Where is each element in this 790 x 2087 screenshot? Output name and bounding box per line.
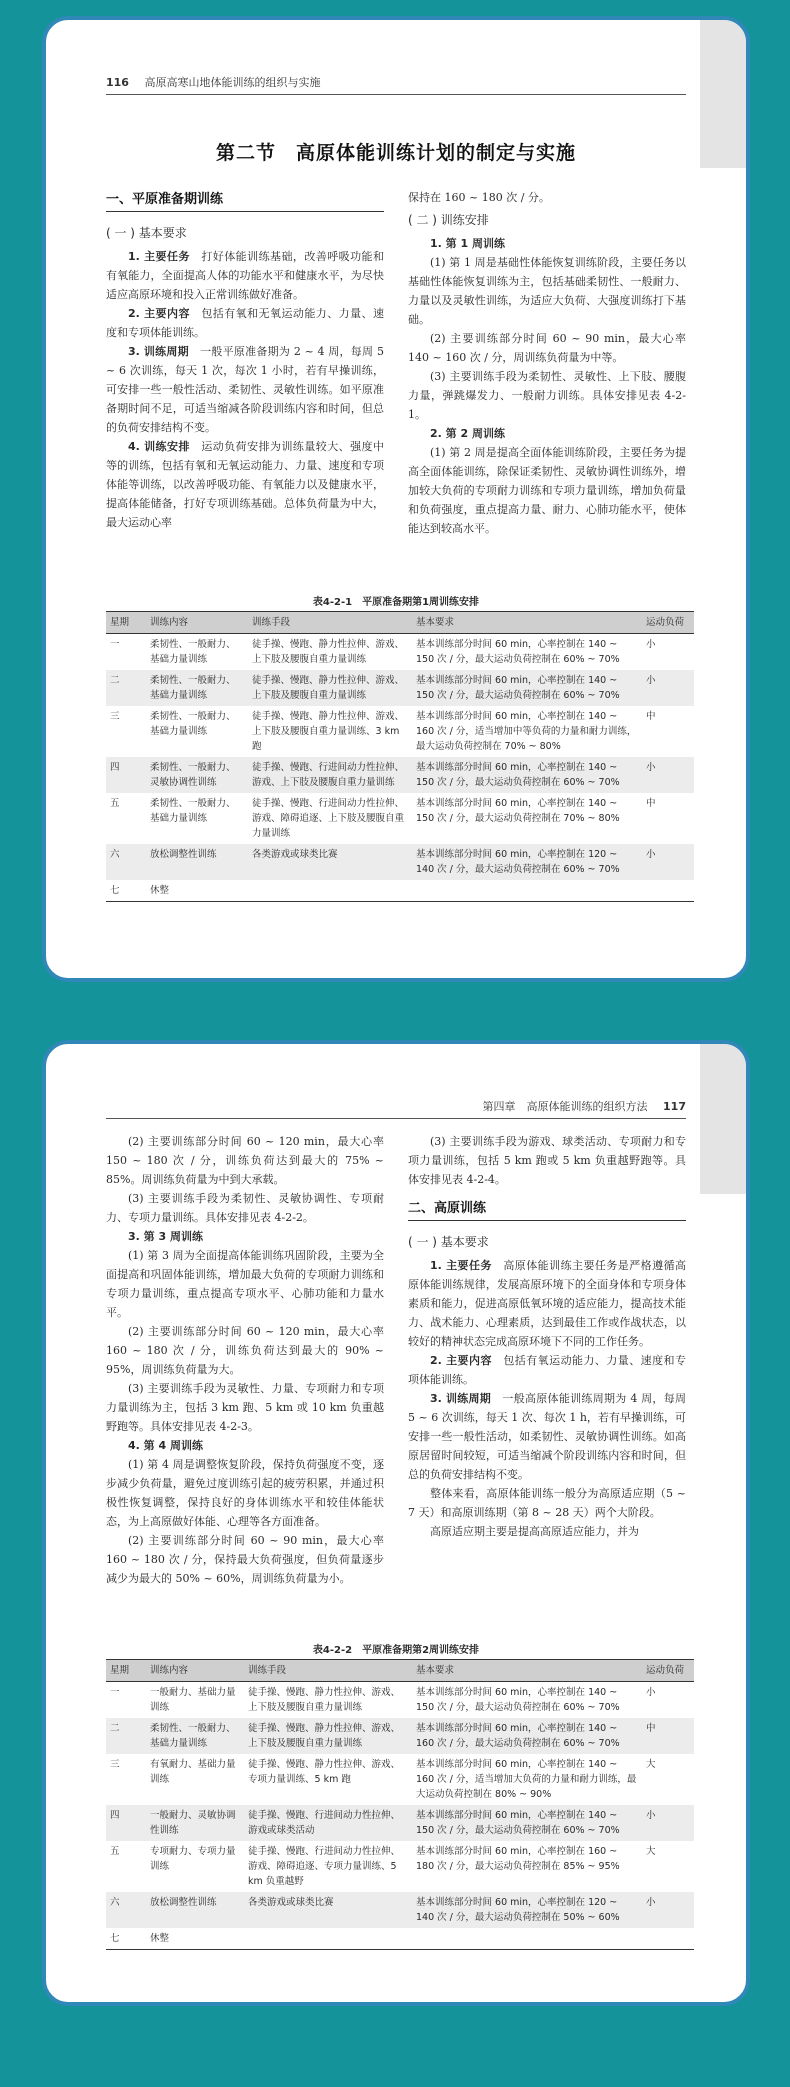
table-cell: 小 [642, 670, 694, 706]
paragraph: (3) 主要训练手段为灵敏性、力量、专项耐力和专项力量训练为主，包括 3 km 跑、5 km 或 10 km 负重越野跑等。具体安排见表 4-2-3。 [106, 1382, 384, 1433]
table-cell: 小 [646, 639, 656, 650]
table-row [106, 1754, 694, 1805]
page-number: 117 [663, 1100, 686, 1113]
table-header-row [106, 1660, 694, 1682]
paragraph: (1) 第 3 周为全面提高体能训练巩固阶段，主要为全面提高和巩固体能训练，增加最大负荷的专项耐力训练和专项力量训练，重点提高专项水平、心肺功能和力量水平。 [106, 1249, 384, 1319]
column-header: 星期 [106, 612, 146, 634]
table-cell [412, 880, 642, 902]
left-column [106, 188, 384, 538]
running-title: 高原高寒山地体能训练的组织与实施 [144, 76, 321, 89]
table-cell [412, 1928, 642, 1950]
table-cell: 徒手操、慢跑、静力性拉伸、游戏、上下肢及腰腹自重力量训练、3 km 跑 [252, 711, 405, 752]
paragraph: (2) 主要训练部分时间 60 ~ 90 min，最大心率 160 ~ 180 次 / 分，保持最大负荷强度，但负荷量逐步减少为最大的 50% ~ 60%，周训练负荷量为小。 [106, 1534, 384, 1585]
paragraph: 1. 主要任务 高原体能训练主要任务是严格遵循高原体能训练规律，发展高原环境下的全面身体和专项身体素质和能力，促进高原低氧环境的适应能力，提高技术能力、战术能力、心理素质，达到最佳工作或作战状态，以较好的精神状态完成高原环境下不同的工作任务。 [408, 1259, 687, 1348]
table-cell: 大 [646, 1846, 656, 1857]
table-cell: 六 [106, 1892, 146, 1928]
table-cell: 基本训练部分时间 60 min，心率控制在 140 ~ 150 次 / 分，最大运动负荷控制在 60% ~ 70% [412, 670, 642, 706]
table-cell: 基本训练部分时间 60 min，心率控制在 140 ~ 150 次 / 分，最大运动负荷控制在 60% ~ 70% [412, 757, 642, 793]
table-row [106, 670, 694, 706]
table-cell: 基本训练部分时间 60 min，心率控制在 120 ~ 140 次 / 分，最大运动负荷控制在 50% ~ 60% [412, 1892, 642, 1928]
table-cell: 七 [106, 880, 146, 902]
paragraph: (1) 第 1 周是基础性体能恢复训练阶段，主要任务以基础性体能恢复训练为主，包括基础柔韧性、一般耐力、力量以及灵敏性训练，为适应大负荷、大强度训练打下基础。 [408, 256, 686, 326]
paragraph: 2. 主要内容 包括有氧和无氧运动能力、力量、速度和专项体能训练。 [106, 307, 385, 339]
right-column [408, 188, 686, 538]
week-title: 2. 第 2 周训练 [430, 427, 505, 440]
table-row [106, 844, 694, 880]
page-side-tab [700, 1044, 746, 1194]
table-row [106, 1805, 694, 1841]
table-cell: 中 [642, 1718, 694, 1754]
table-row [106, 1841, 694, 1892]
table-cell: 徒手操、慢跑、行进间动力性拉伸、游戏、障碍追逐、专项力量训练、5 km 负重越野 [248, 1846, 401, 1887]
left-column [106, 1132, 384, 1588]
table-cell: 徒手操、慢跑、静力性拉伸、游戏、专项力量训练、5 km 跑 [248, 1759, 401, 1785]
column-header: 星期 [106, 1660, 146, 1682]
table-cell: 一 [110, 1687, 120, 1698]
table-cell: 有氧耐力、基础力量训练 [150, 1759, 236, 1785]
table-caption: 表4-2-2 平原准备期第2周训练安排 [312, 1645, 480, 1656]
table-cell: 五 [110, 798, 120, 809]
table-cell: 七 [106, 1928, 146, 1950]
table-cell: 一 [110, 639, 120, 650]
table-row [106, 793, 694, 844]
subheading: ( 二 ) 训练安排 [408, 211, 489, 230]
table-cell: 柔韧性、一般耐力、基础力量训练 [146, 670, 248, 706]
table-cell: 基本训练部分时间 60 min，心率控制在 140 ~ 160 次 / 分，最大运动负荷控制在 60% ~ 70% [412, 1718, 642, 1754]
table-row [106, 1718, 694, 1754]
table-cell: 基本训练部分时间 60 min，心率控制在 160 ~ 180 次 / 分，最大运动负荷控制在 85% ~ 95% [416, 1846, 620, 1872]
table-cell: 二 [106, 670, 146, 706]
table-cell [642, 880, 694, 902]
schedule-table [106, 611, 694, 902]
table-cell: 二 [106, 1718, 146, 1754]
column-header: 基本要求 [412, 612, 642, 634]
table-cell: 小 [642, 844, 694, 880]
week-title: 3. 第 3 周训练 [128, 1230, 203, 1243]
table-cell: 徒手操、慢跑、行进间动力性拉伸、游戏、障碍追逐、上下肢及腰腹自重力量训练 [252, 798, 405, 839]
table-row [106, 1892, 694, 1928]
paragraph: 保持在 160 ~ 180 次 / 分。 [408, 191, 550, 204]
table-cell: 基本训练部分时间 60 min，心率控制在 140 ~ 150 次 / 分，最大运动负荷控制在 70% ~ 80% [416, 798, 620, 824]
table-row [106, 1682, 694, 1719]
column-header: 训练内容 [146, 1660, 244, 1682]
table-cell [642, 1928, 694, 1950]
paragraph: (3) 主要训练手段为游戏、球类活动、专项耐力和专项力量训练，包括 5 km 跑或 5 km 负重越野跑等。具体安排见表 4-2-4。 [408, 1135, 686, 1186]
table-cell: 徒手操、慢跑、行进间动力性拉伸、游戏、上下肢及腰腹自重力量训练 [248, 757, 412, 793]
page-number: 116 [106, 76, 129, 89]
section-title: 第二节 高原体能训练计划的制定与实施 [215, 142, 576, 164]
paragraph: (2) 主要训练部分时间 60 ~ 120 min，最大心率 150 ~ 180 次 / 分，训练负荷达到最大的 75% ~ 85%。周训练负荷量为中到大承载。 [106, 1135, 384, 1186]
table-cell: 基本训练部分时间 60 min，心率控制在 140 ~ 160 次 / 分，适当增加大负荷的力量和耐力训练，最大运动负荷控制在 80% ~ 90% [416, 1759, 637, 1800]
table-cell: 徒手操、慢跑、行进间动力性拉伸、游戏或球类活动 [244, 1805, 412, 1841]
table-cell: 柔韧性、一般耐力、基础力量训练 [146, 1718, 244, 1754]
paragraph: (1) 第 2 周是提高全面体能训练阶段，主要任务为提高全面体能训练，除保证柔韧性、灵敏协调性训练外，增加较大负荷的专项耐力训练和专项力量训练，增加负荷量和负荷强度，重点提高力量、耐力、心肺功能水平，使体能达到较高水平。 [408, 446, 686, 535]
text-columns [106, 1132, 686, 1588]
paragraph: 4. 训练安排 运动负荷安排为训练量较大、强度中等的训练，包括有氧和无氧运动能力、力量、速度和专项体能等训练，以改善呼吸功能、有氧能力以及健康水平，提高体能储备，打好专项训练基础。总体负荷量为中大，最大运动心率 [106, 440, 385, 529]
table-cell: 小 [646, 1687, 656, 1698]
table-cell: 中 [646, 798, 656, 809]
running-title: 第四章 高原体能训练的组织方法 [482, 1100, 648, 1113]
right-column [408, 1132, 686, 1588]
table-cell: 小 [642, 1805, 694, 1841]
paragraph: (3) 主要训练手段为柔韧性、灵敏性、上下肢、腰腹力量，弹跳爆发力、一般耐力训练。具体安排见表 4-2-1。 [408, 370, 686, 421]
table-cell: 小 [642, 1892, 694, 1928]
table-cell: 四 [106, 757, 146, 793]
subheading: ( 一 ) 基本要求 [106, 224, 187, 243]
table-row [106, 757, 694, 793]
heading: 二、高原训练 [408, 1199, 686, 1221]
table-caption: 表4-2-1 平原准备期第1周训练安排 [312, 597, 480, 608]
column-header: 运动负荷 [642, 612, 694, 634]
running-header [106, 1098, 686, 1119]
week-title: 1. 第 1 周训练 [430, 237, 505, 250]
table-header-row [106, 612, 694, 634]
table-cell: 六 [106, 844, 146, 880]
table-cell: 基本训练部分时间 60 min，心率控制在 140 ~ 150 次 / 分，最大运动负荷控制在 60% ~ 70% [416, 639, 620, 665]
text-columns [106, 188, 686, 538]
table-cell: 各类游戏或球类比赛 [244, 1892, 412, 1928]
table-row [106, 880, 694, 902]
table-cell: 徒手操、慢跑、静力性拉伸、游戏、上下肢及腰腹自重力量训练 [248, 670, 412, 706]
column-header: 训练手段 [244, 1660, 412, 1682]
table-cell: 休整 [146, 1928, 244, 1950]
paragraph: 2. 主要内容 包括有氧运动能力、力量、速度和专项体能训练。 [408, 1354, 687, 1386]
table-cell: 徒手操、慢跑、静力性拉伸、游戏、上下肢及腰腹自重力量训练 [248, 1687, 401, 1713]
table-cell: 一般耐力、灵敏协调性训练 [146, 1805, 244, 1841]
table-cell: 基本训练部分时间 60 min，心率控制在 140 ~ 160 次 / 分，适当增加中等负荷的力量和耐力训练，最大运动负荷控制在 70% ~ 80% [416, 711, 637, 752]
table-cell [244, 1928, 412, 1950]
week-title: 4. 第 4 周训练 [128, 1439, 203, 1452]
table-cell: 五 [110, 1846, 120, 1857]
paragraph: 高原适应期主要是提高高原适应能力，并为 [430, 1525, 639, 1538]
paragraph: 3. 训练周期 一般高原体能训练周期为 4 周，每周 5 ~ 6 次训练，每天 1 次、每次 1 h，若有早操训练，可安排一些一般性活动，如柔韧性、灵敏协调性训练。如高原居留时间较短，可适当缩减个阶段训练内容和时间，但总的负荷安排结构不变。 [408, 1392, 686, 1481]
table-cell [248, 880, 412, 902]
page-card-117 [42, 1040, 750, 2006]
table-cell: 柔韧性、一般耐力、灵敏协调性训练 [146, 757, 248, 793]
paragraph: (2) 主要训练部分时间 60 ~ 120 min，最大心率 160 ~ 180 次 / 分，训练负荷达到最大的 90% ~ 95%，周训练负荷量为大。 [106, 1325, 384, 1376]
table-cell: 四 [106, 1805, 146, 1841]
table-cell: 中 [646, 711, 656, 722]
paragraph: 整体来看，高原体能训练一般分为高原适应期（5 ~ 7 天）和高原训练期（第 8 ~ 28 天）两个大阶段。 [408, 1487, 686, 1519]
table-cell: 放松调整性训练 [146, 1892, 244, 1928]
table-row [106, 1928, 694, 1950]
table-cell: 放松调整性训练 [146, 844, 248, 880]
table-cell: 三 [110, 711, 120, 722]
paragraph: (2) 主要训练部分时间 60 ~ 90 min，最大心率 140 ~ 160 次 / 分，周训练负荷量为中等。 [408, 332, 686, 364]
table-cell: 专项耐力、专项力量训练 [150, 1846, 236, 1872]
table-cell: 徒手操、慢跑、静力性拉伸、游戏、上下肢及腰腹自重力量训练 [252, 639, 405, 665]
heading: 一、平原准备期训练 [106, 190, 384, 212]
table-cell: 各类游戏或球类比赛 [248, 844, 412, 880]
table-cell: 小 [642, 757, 694, 793]
table-cell: 柔韧性、一般耐力、基础力量训练 [150, 639, 236, 665]
paragraph: 1. 主要任务 打好体能训练基础，改善呼吸功能和有氧能力，全面提高人体的功能水平和健康水平，为尽快适应高原环境和投入正常训练做好准备。 [106, 250, 385, 301]
page-card-116 [42, 16, 750, 982]
subheading: ( 一 ) 基本要求 [408, 1233, 489, 1252]
table-cell: 休整 [146, 880, 248, 902]
table-cell: 一般耐力、基础力量训练 [150, 1687, 236, 1713]
paragraph: (3) 主要训练手段为柔韧性、灵敏协调性、专项耐力、专项力量训练。具体安排见表 4-2-2。 [106, 1192, 384, 1224]
paragraph: 3. 训练周期 一般平原准备期为 2 ~ 4 周，每周 5 ~ 6 次训练，每天 1 次，每次 1 小时，若有早操训练，可安排一些一般性活动、柔韧性、灵敏性训练。如平原准备期时间不足，可适当缩减各阶段训练内容和时间，但总的负荷安排结构不变。 [106, 345, 384, 434]
table-row [106, 706, 694, 757]
table-cell: 柔韧性、一般耐力、基础力量训练 [150, 798, 236, 824]
table-cell: 柔韧性、一般耐力、基础力量训练 [150, 711, 236, 737]
table-cell: 基本训练部分时间 60 min，心率控制在 140 ~ 150 次 / 分，最大运动负荷控制在 60% ~ 70% [416, 1687, 620, 1713]
table-cell: 徒手操、慢跑、静力性拉伸、游戏、上下肢及腰腹自重力量训练 [244, 1718, 412, 1754]
table-cell: 基本训练部分时间 60 min，心率控制在 120 ~ 140 次 / 分，最大运动负荷控制在 60% ~ 70% [412, 844, 642, 880]
column-header: 训练内容 [146, 612, 248, 634]
column-header: 基本要求 [412, 1660, 642, 1682]
schedule-table [106, 1659, 694, 1950]
column-header: 运动负荷 [642, 1660, 694, 1682]
table-cell: 大 [646, 1759, 656, 1770]
paragraph: (1) 第 4 周是调整恢复阶段，保持负荷强度不变，逐步减少负荷量，避免过度训练引起的疲劳积累，并通过积极性恢复调整，保持良好的身体训练水平和较佳体能状态，为上高原做好体能、心理等各方面准备。 [106, 1458, 384, 1528]
table-row [106, 634, 694, 671]
table-cell: 三 [110, 1759, 120, 1770]
running-header [106, 74, 686, 95]
table-cell: 基本训练部分时间 60 min，心率控制在 140 ~ 150 次 / 分，最大运动负荷控制在 60% ~ 70% [412, 1805, 642, 1841]
column-header: 训练手段 [248, 612, 412, 634]
